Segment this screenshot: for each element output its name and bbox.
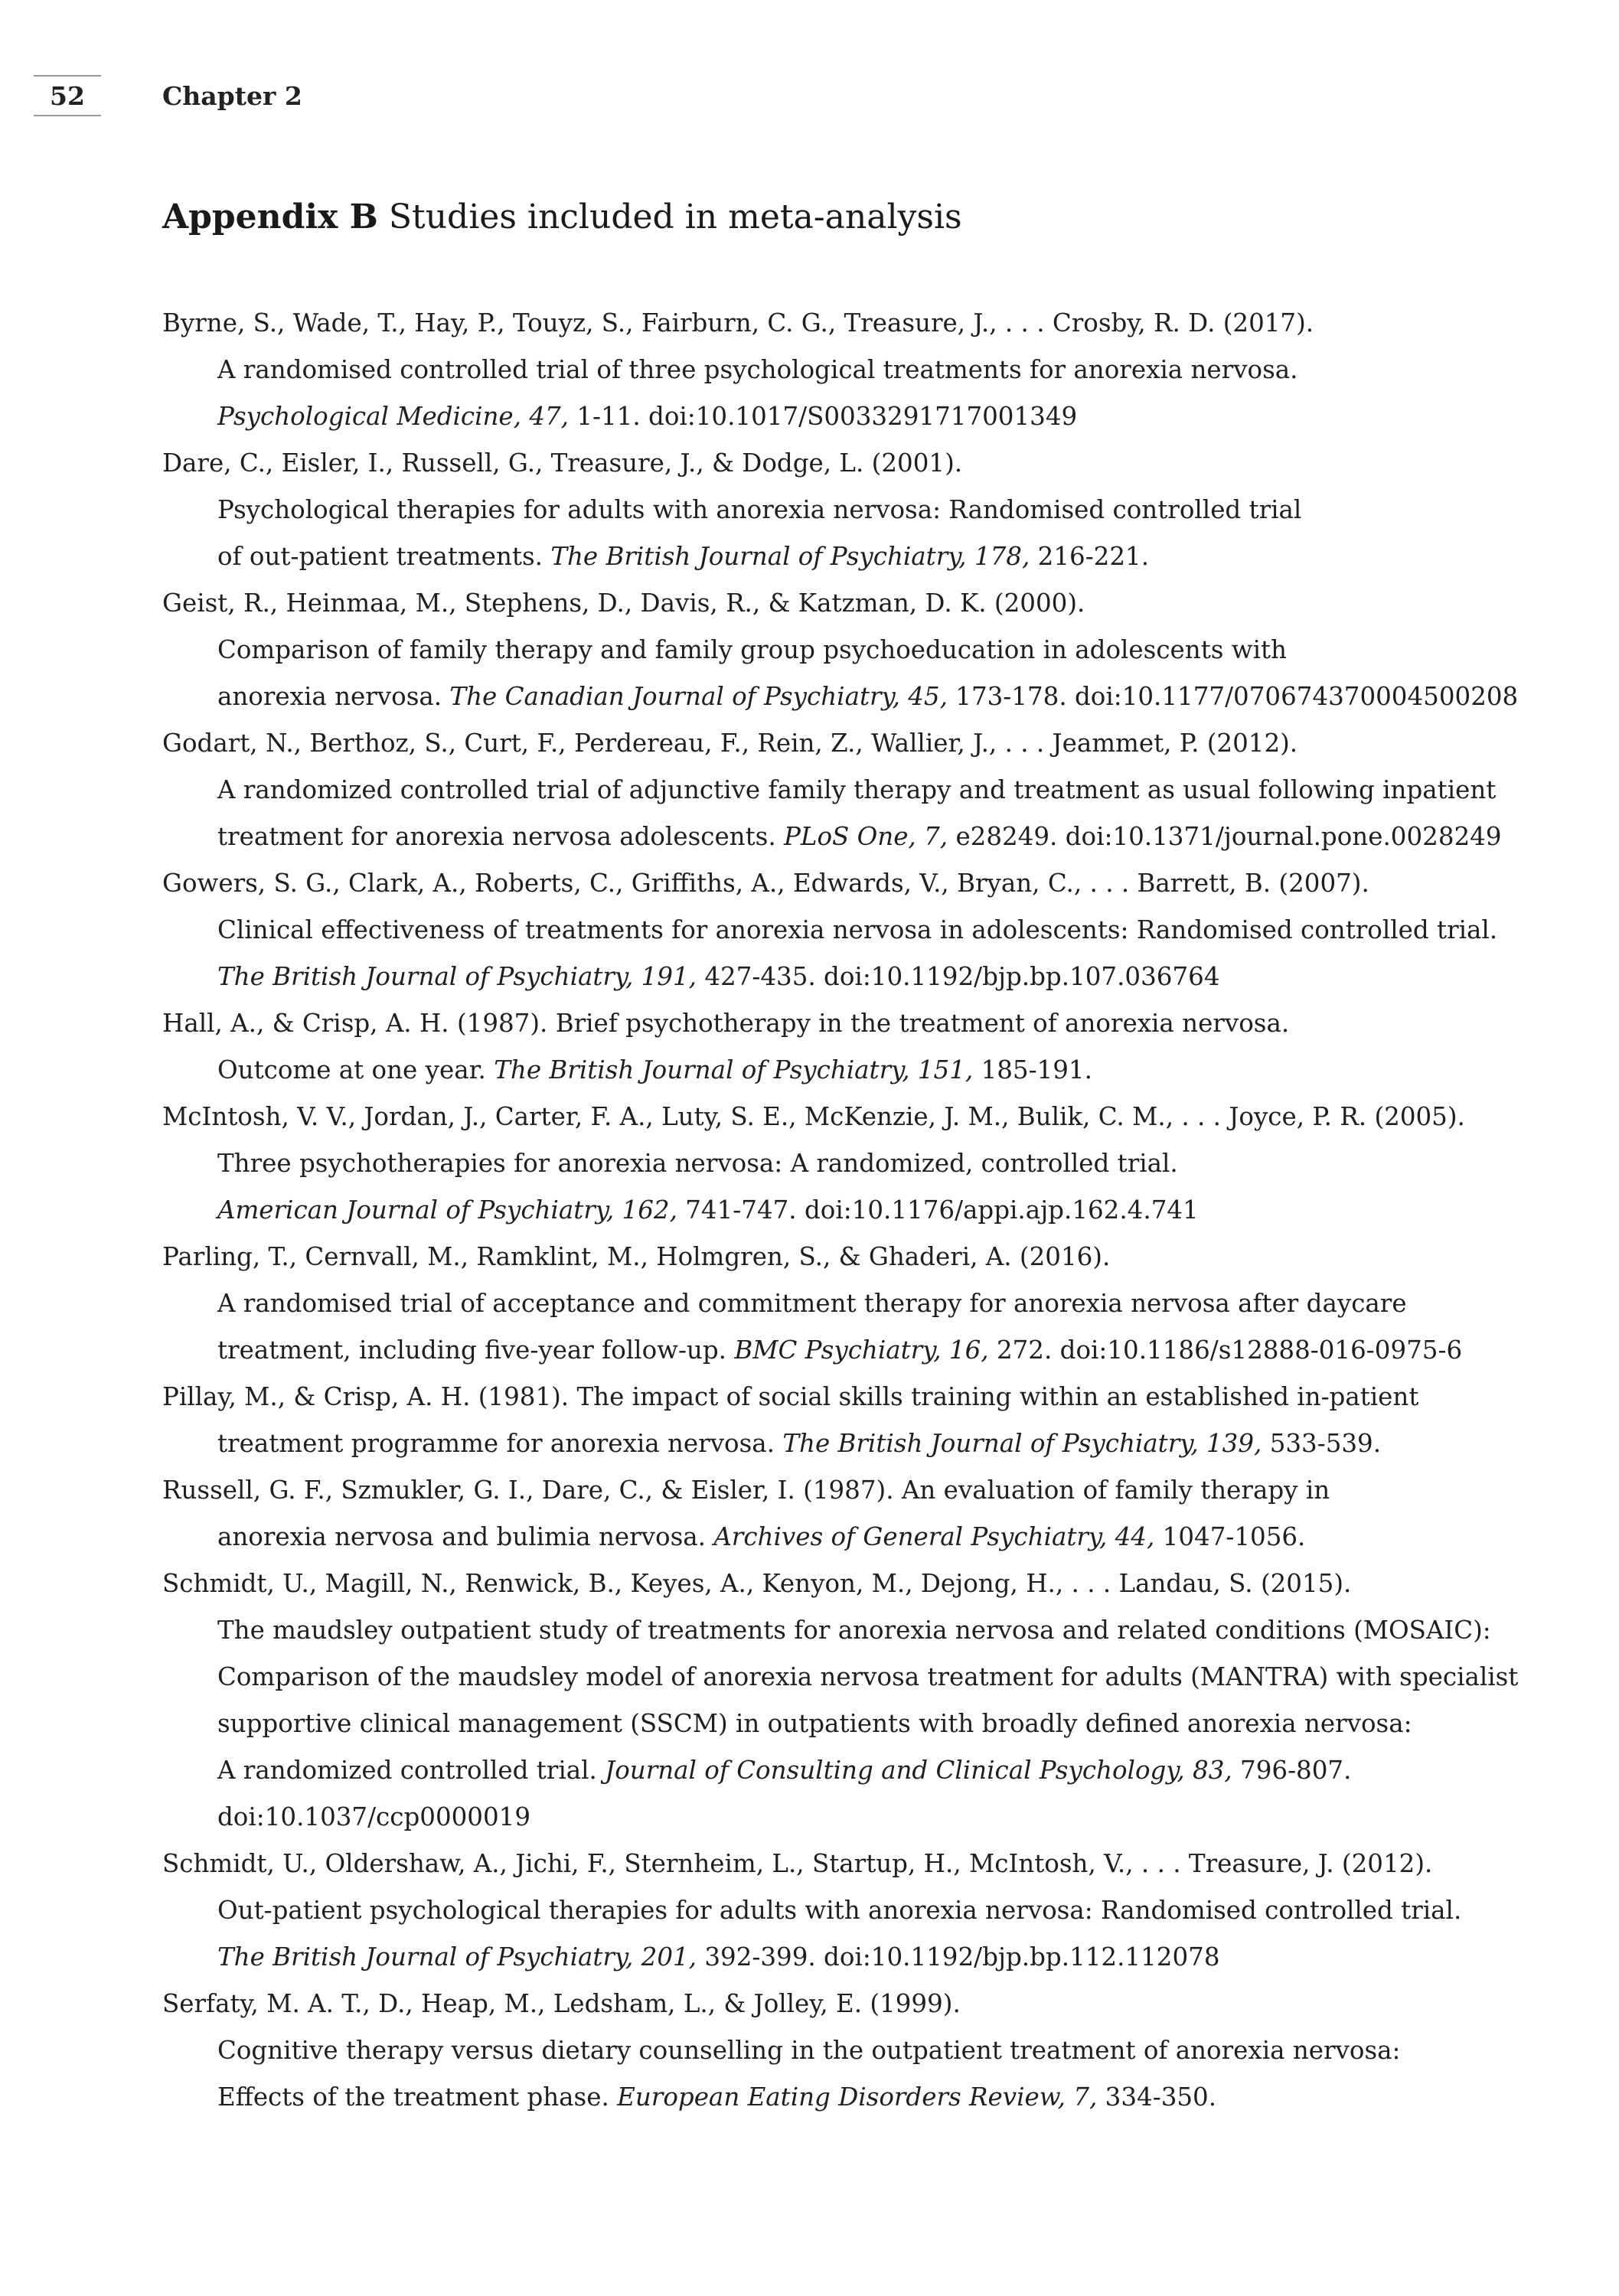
running-header: [0, 0, 1619, 153]
reference-text: 173-178. doi:10.1177/070674370004500208: [947, 682, 1519, 711]
reference-continuation-line: [162, 1701, 1540, 1747]
reference-text: A randomised trial of acceptance and commitment therapy for anorexia nervosa after daycare: [217, 1289, 1407, 1318]
reference-source: The British Journal of Psychiatry, 178,: [550, 542, 1030, 571]
reference-text: Clinical effectiveness of treatments for anorexia nervosa in adolescents: Randomised controlled trial.: [217, 915, 1498, 944]
reference-source: The British Journal of Psychiatry, 139,: [782, 1429, 1262, 1458]
reference-text: 272. doi:10.1186/s12888-016-0975-6: [988, 1336, 1463, 1365]
reference-text: 741-747. doi:10.1176/appi.ajp.162.4.741: [677, 1195, 1199, 1225]
reference-text: e28249. doi:10.1371/journal.pone.0028249: [948, 822, 1502, 851]
reference-entry: [162, 1234, 1540, 1374]
reference-source: Archives of General Psychiatry, 44,: [713, 1522, 1155, 1551]
reference-continuation-line: [162, 1607, 1540, 1654]
reference-source: The British Journal of Psychiatry, 191,: [217, 962, 697, 991]
reference-first-line: [162, 580, 1540, 627]
reference-first-line: [162, 300, 1540, 347]
reference-source: BMC Psychiatry, 16,: [734, 1336, 989, 1365]
reference-continuation-line: [162, 1187, 1540, 1234]
reference-text: anorexia nervosa and bulimia nervosa.: [217, 1522, 714, 1551]
reference-text: Three psychotherapies for anorexia nervosa: A randomized, controlled trial.: [217, 1149, 1178, 1178]
reference-continuation-line: [162, 767, 1540, 814]
reference-text: 533-539.: [1262, 1429, 1382, 1458]
reference-continuation-line: [162, 1654, 1540, 1701]
reference-entry: [162, 1981, 1540, 2121]
reference-continuation-line: [162, 1280, 1540, 1327]
reference-text: treatment for anorexia nervosa adolescents.: [217, 822, 785, 851]
reference-first-line: [162, 1234, 1540, 1280]
appendix-label: Appendix B: [162, 197, 378, 236]
reference-text: 427-435. doi:10.1192/bjp.bp.107.036764: [697, 962, 1220, 991]
reference-continuation-line: [162, 954, 1540, 1000]
reference-text: treatment, including five-year follow-up.: [217, 1336, 735, 1365]
reference-text: 1047-1056.: [1154, 1522, 1306, 1551]
reference-first-line: [162, 1467, 1540, 1514]
reference-continuation-line: [162, 1514, 1540, 1561]
page-number-rule-bottom: [34, 115, 101, 116]
reference-text: Effects of the treatment phase.: [217, 2082, 618, 2112]
reference-text: 334-350.: [1097, 2082, 1217, 2112]
reference-entry: [162, 720, 1540, 860]
reference-text: Russell, G. F., Szmukler, G. I., Dare, C., & Eisler, I. (1987). An evaluation of family therapy in: [162, 1476, 1330, 1505]
reference-continuation-line: [162, 907, 1540, 954]
reference-first-line: [162, 1981, 1540, 2027]
reference-text: of out-patient treatments.: [217, 542, 551, 571]
reference-text: Byrne, S., Wade, T., Hay, P., Touyz, S., Fairburn, C. G., Treasure, J., . . . Crosby, R. D. (2017).: [162, 308, 1314, 338]
reference-continuation-line: [162, 1747, 1540, 1794]
appendix-title: Studies included in meta-analysis: [388, 197, 962, 236]
reference-first-line: [162, 1374, 1540, 1420]
reference-continuation-line: [162, 673, 1540, 720]
reference-text: Comparison of the maudsley model of anorexia nervosa treatment for adults (MANTRA) with specialist: [217, 1662, 1519, 1691]
reference-text: anorexia nervosa.: [217, 682, 450, 711]
reference-text: 1-11. doi:10.1017/S0033291717001349: [569, 402, 1078, 431]
reference-entry: [162, 1561, 1540, 1841]
reference-source: The British Journal of Psychiatry, 201,: [217, 1942, 697, 1971]
reference-text: Psychological therapies for adults with anorexia nervosa: Randomised controlled trial: [217, 495, 1302, 524]
reference-first-line: [162, 1841, 1540, 1887]
reference-text: Godart, N., Berthoz, S., Curt, F., Perdereau, F., Rein, Z., Wallier, J., . . . Jeammet, P. (2012).: [162, 729, 1298, 758]
reference-text: Dare, C., Eisler, I., Russell, G., Treasure, J., & Dodge, L. (2001).: [162, 448, 963, 478]
reference-continuation-line: [162, 393, 1540, 440]
reference-source: European Eating Disorders Review, 7,: [617, 2082, 1098, 2112]
reference-first-line: [162, 1094, 1540, 1140]
reference-continuation-line: [162, 533, 1540, 580]
reference-first-line: [162, 440, 1540, 487]
reference-text: Out-patient psychological therapies for adults with anorexia nervosa: Randomised controlled trial.: [217, 1896, 1462, 1925]
reference-text: 216-221.: [1030, 542, 1150, 571]
reference-text: 185-191.: [973, 1055, 1092, 1084]
reference-entry: [162, 1000, 1540, 1094]
reference-text: Pillay, M., & Crisp, A. H. (1981). The impact of social skills training within an established in-patient: [162, 1382, 1419, 1411]
reference-text: Schmidt, U., Oldershaw, A., Jichi, F., Sternheim, L., Startup, H., McIntosh, V., . . . Treasure, J. (2012).: [162, 1849, 1433, 1878]
reference-text: Schmidt, U., Magill, N., Renwick, B., Keyes, A., Kenyon, M., Dejong, H., . . . Landau, S. (2015).: [162, 1569, 1352, 1598]
reference-continuation-line: [162, 347, 1540, 393]
reference-entry: [162, 1467, 1540, 1561]
reference-continuation-line: [162, 1794, 1540, 1841]
reference-first-line: [162, 1561, 1540, 1607]
reference-text: Outcome at one year.: [217, 1055, 495, 1084]
reference-text: McIntosh, V. V., Jordan, J., Carter, F. A., Luty, S. E., McKenzie, J. M., Bulik, C. M., . . . Joyce, P. R. (2005).: [162, 1102, 1465, 1131]
reference-text: Comparison of family therapy and family group psychoeducation in adolescents with: [217, 635, 1287, 664]
appendix-heading: [162, 197, 962, 236]
reference-continuation-line: [162, 2074, 1540, 2121]
reference-source: The British Journal of Psychiatry, 151,: [494, 1055, 974, 1084]
reference-source: American Journal of Psychiatry, 162,: [217, 1195, 677, 1225]
reference-continuation-line: [162, 814, 1540, 860]
reference-text: Cognitive therapy versus dietary counselling in the outpatient treatment of anorexia nervosa:: [217, 2036, 1401, 2065]
reference-continuation-line: [162, 1047, 1540, 1094]
reference-text: Geist, R., Heinmaa, M., Stephens, D., Davis, R., & Katzman, D. K. (2000).: [162, 589, 1085, 618]
page-number: 52: [50, 81, 85, 111]
reference-source: The Canadian Journal of Psychiatry, 45,: [449, 682, 948, 711]
reference-continuation-line: [162, 627, 1540, 673]
reference-continuation-line: [162, 2027, 1540, 2074]
reference-first-line: [162, 1000, 1540, 1047]
reference-first-line: [162, 860, 1540, 907]
reference-text: A randomized controlled trial.: [217, 1756, 605, 1785]
reference-entry: [162, 1374, 1540, 1467]
reference-text: 392-399. doi:10.1192/bjp.bp.112.112078: [697, 1942, 1220, 1971]
reference-text: A randomised controlled trial of three psychological treatments for anorexia nervosa.: [217, 355, 1298, 384]
reference-entry: [162, 1094, 1540, 1234]
reference-source: PLoS One, 7,: [784, 822, 948, 851]
reference-source: Journal of Consulting and Clinical Psychology, 83,: [605, 1756, 1232, 1785]
reference-continuation-line: [162, 1327, 1540, 1374]
reference-entry: [162, 580, 1540, 720]
reference-continuation-line: [162, 1140, 1540, 1187]
reference-text: doi:10.1037/ccp0000019: [217, 1802, 531, 1831]
chapter-title: Chapter 2: [162, 81, 302, 111]
reference-entry: [162, 300, 1540, 440]
reference-source: Psychological Medicine, 47,: [217, 402, 570, 431]
page-number-rule-top: [34, 75, 101, 77]
reference-text: Serfaty, M. A. T., D., Heap, M., Ledsham, L., & Jolley, E. (1999).: [162, 1989, 961, 2018]
reference-first-line: [162, 720, 1540, 767]
reference-entry: [162, 1841, 1540, 1981]
reference-entry: [162, 860, 1540, 1000]
reference-list: [162, 300, 1540, 2121]
reference-text: treatment programme for anorexia nervosa.: [217, 1429, 783, 1458]
reference-text: Gowers, S. G., Clark, A., Roberts, C., Griffiths, A., Edwards, V., Bryan, C., . . . Barrett, B. (2007).: [162, 869, 1369, 898]
reference-continuation-line: [162, 1887, 1540, 1934]
reference-text: Parling, T., Cernvall, M., Ramklint, M., Holmgren, S., & Ghaderi, A. (2016).: [162, 1242, 1111, 1271]
reference-text: supportive clinical management (SSCM) in outpatients with broadly defined anorexia nervosa:: [217, 1709, 1412, 1738]
reference-text: A randomized controlled trial of adjunctive family therapy and treatment as usual following inpatient: [217, 775, 1497, 804]
reference-continuation-line: [162, 1934, 1540, 1981]
reference-continuation-line: [162, 1420, 1540, 1467]
reference-text: 796-807.: [1232, 1756, 1352, 1785]
reference-text: Hall, A., & Crisp, A. H. (1987). Brief psychotherapy in the treatment of anorexia nervosa.: [162, 1009, 1290, 1038]
reference-text: The maudsley outpatient study of treatments for anorexia nervosa and related conditions (MOSAIC):: [217, 1616, 1491, 1645]
reference-entry: [162, 440, 1540, 580]
reference-continuation-line: [162, 487, 1540, 533]
